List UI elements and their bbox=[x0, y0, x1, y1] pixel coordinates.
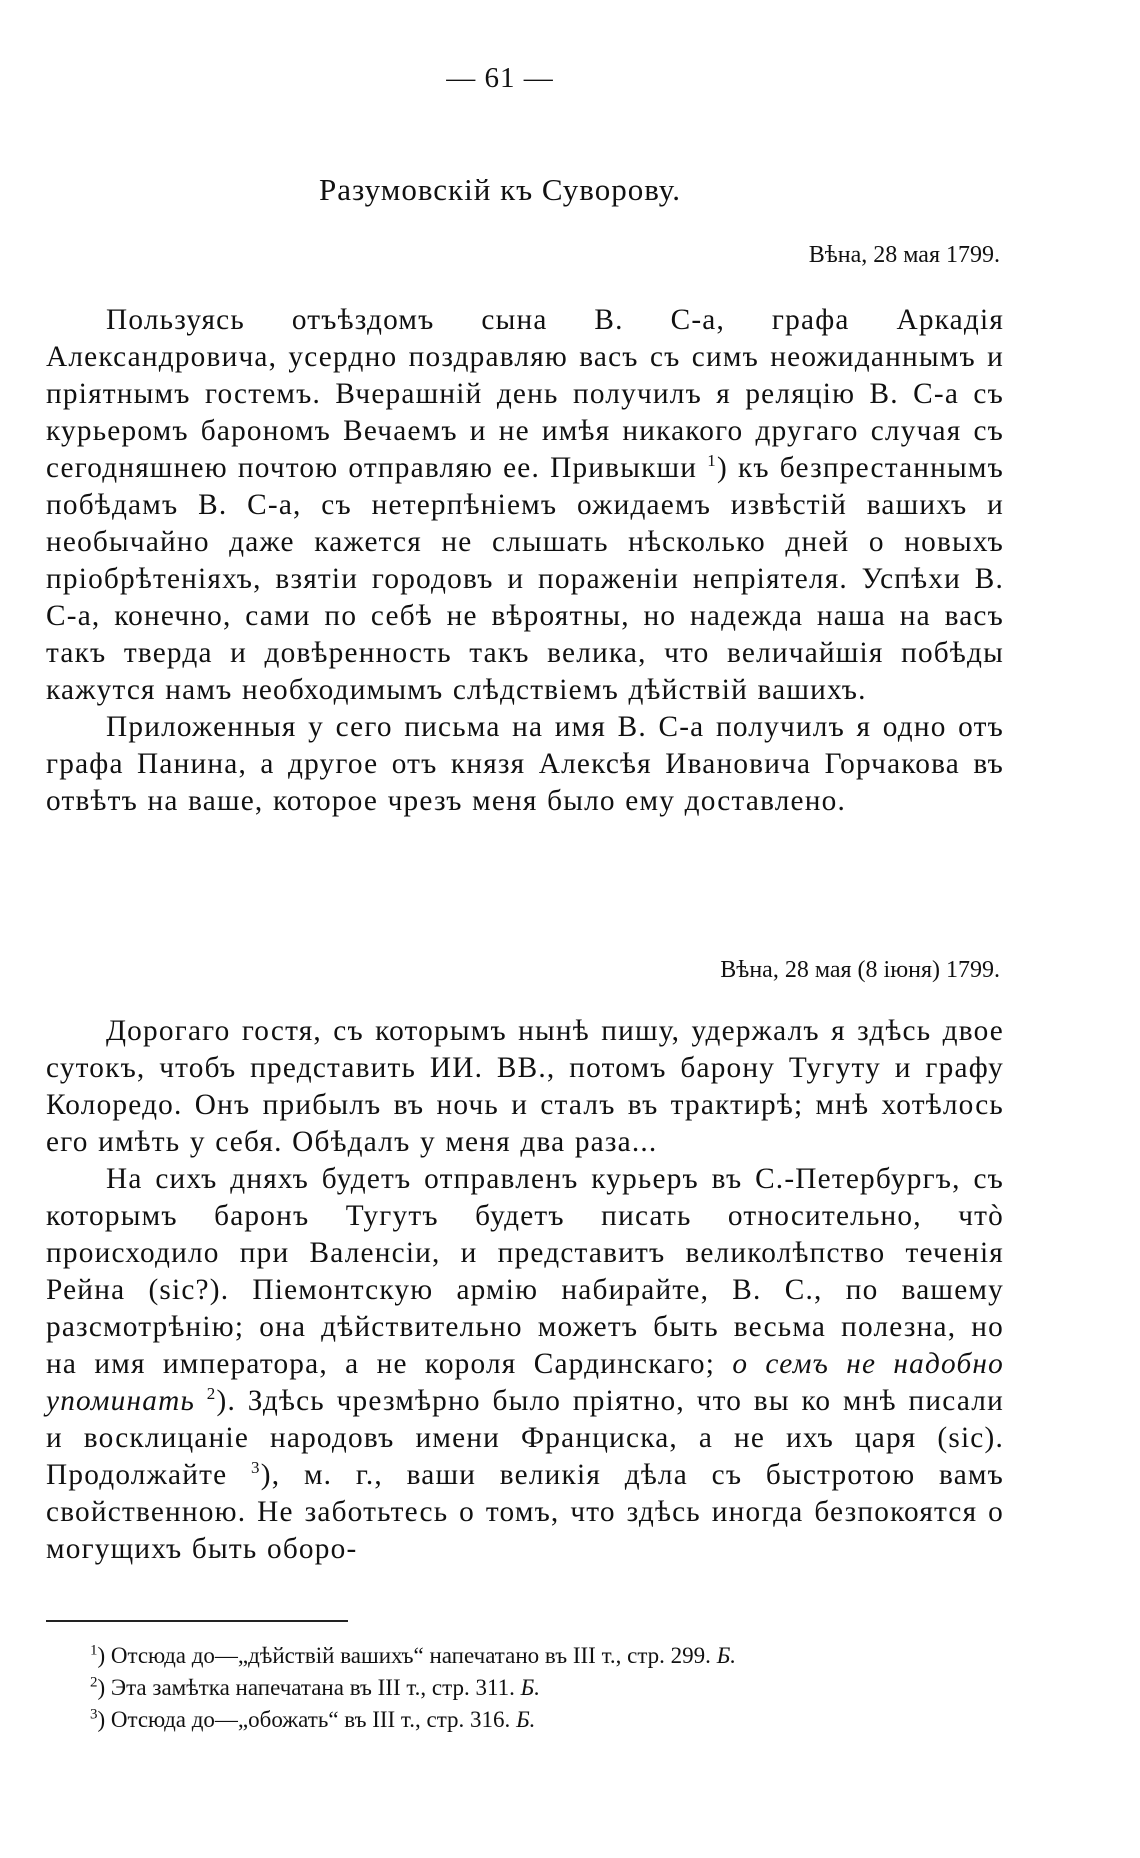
footnote-ref-2: 2 bbox=[206, 1384, 217, 1404]
footnote-2: $^2$) Эта замѣтка напечатана въ III т., стр. 311. Б. bbox=[90, 1674, 540, 1700]
footnotes bbox=[90, 1640, 990, 1736]
letter-two-paragraph-1: Дорогаго гостя, съ которымъ нынѣ пишу, удержалъ я здѣсь двое сутокъ, чтобъ представить ИИ. ВВ., потомъ барону Тугуту и графу Колоредо. Онъ прибылъ въ ночь и сталъ въ трактирѣ; мнѣ хотѣлось его имѣть у себя. Обѣдалъ у меня два раза... bbox=[46, 1015, 1004, 1158]
footnote-1: $^1$) Отсюда до—„дѣйствій вашихъ“ напечатано въ III т., стр. 299. Б. bbox=[90, 1642, 737, 1668]
italic-phrase: о семъ не надобно упоминать bbox=[46, 1348, 1004, 1417]
page-number: — 61 — bbox=[446, 62, 554, 94]
letter-one-paragraph-2: Приложенныя у сего письма на имя В. С-а получилъ я одно отъ графа Панина, а другое отъ князя Алексѣя Ивановича Горчакова въ отвѣтъ на ваше, которое чрезъ меня было ему доставлено. bbox=[46, 711, 1004, 817]
letter-one-paragraph-1: Пользуясь отъѣздомъ сына В. С-а, графа Аркадія Александровича, усердно поздравляю васъ съ симъ неожиданнымъ и пріятнымъ гостемъ. Вчерашній день получилъ я реляцію В. С-а съ курьеромъ барономъ Вечаемъ и не имѣя никакого другаго случая съ сегодняшнею почтою отправляю ее. Привыкши $^1$) къ безпрестаннымъ побѣдамъ В. С-а, съ нетерпѣніемъ ожидаемъ извѣстій вашихъ и необычайно даже кажется не слышать нѣсколько дней о новыхъ пріобрѣтеніяхъ, взятіи городовъ и пораженіи непріятеля. Успѣхи В. С-а, конечно, сами по себѣ не вѣроятны, но надежда наша на васъ такъ тверда и довѣренность такъ велика, что величайшія побѣды кажутся намъ необходимымъ слѣдствіемъ дѣйствій вашихъ. bbox=[46, 304, 1005, 706]
letter-two-paragraph-2: На сихъ дняхъ будетъ отправленъ курьеръ въ С.-Петербургъ, съ которымъ баронъ Тугутъ будетъ писать относительно, чтò происходило при Валенсіи, и представитъ великолѣпство теченія Рейна (sic?). Піемонтскую армію набирайте, В. С., по вашему разсмотрѣнію; она дѣйствительно можетъ быть весьма полезна, но на имя императора, а не короля Сардинскаго; о семъ не надобно упоминать $^2$). Здѣсь чрезмѣрно было пріятно, что вы ко мнѣ писали и восклицаніе народовъ имени Франциска, а не ихъ царя (sic). Продолжайте $^3$), м. г., ваши великія дѣла съ быстротою вамъ свойственною. Не заботьтесь о томъ, что здѣсь иногда безпокоятся о могущихъ быть оборо- bbox=[46, 1163, 1004, 1565]
letter-two-body bbox=[46, 1013, 1004, 1568]
dateline-first-letter: Вѣна, 28 мая 1799. bbox=[808, 242, 1000, 268]
footnote-ref-1: 1 bbox=[707, 451, 717, 471]
footnote-ref-3: 3 bbox=[251, 1458, 261, 1478]
letter-title: Разумовскій къ Суворову. bbox=[319, 172, 681, 207]
footnote-divider bbox=[46, 1620, 348, 1622]
letter-one-body bbox=[46, 302, 1004, 820]
footnote-3: $^3$) Отсюда до—„обожать“ въ III т., стр. 316. Б. bbox=[90, 1706, 536, 1732]
dateline-second-letter: Вѣна, 28 мая (8 іюня) 1799. bbox=[720, 957, 1000, 983]
